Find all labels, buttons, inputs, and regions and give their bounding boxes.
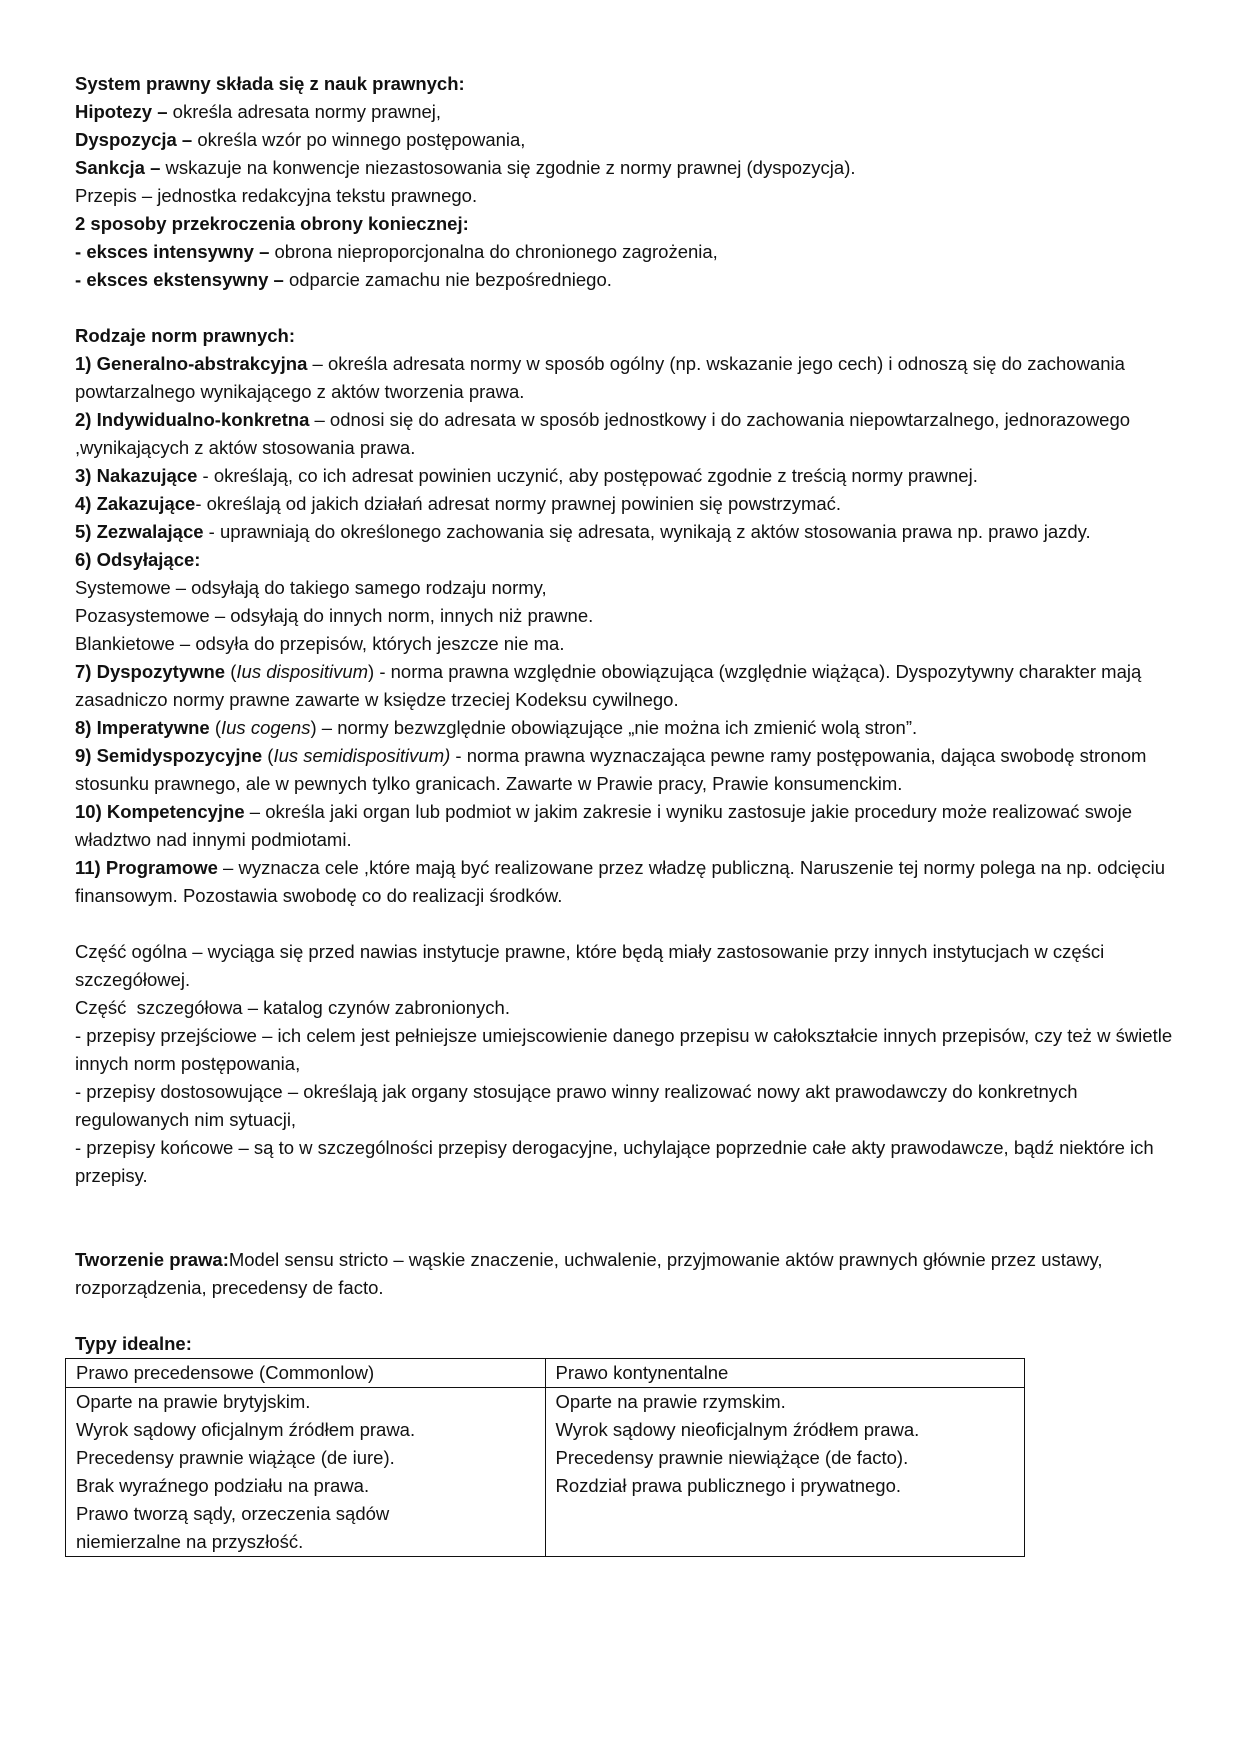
table-row <box>66 1388 1025 1557</box>
cell-line: Oparte na prawie brytyjskim. <box>76 1391 311 1412</box>
typy-idealne-table <box>65 1358 1025 1557</box>
cell-line: Brak wyraźnego podziału na prawa. <box>76 1475 370 1496</box>
norm-item-3: 3) Nakazujące - określają, co ich adresat powinien uczynić, aby postępować zgodnie z treścią normy prawnej. <box>75 465 978 486</box>
hipotezy-line: Hipotezy – określa adresata normy prawnej, <box>75 101 442 122</box>
norm-item-7: 7) Dyspozytywne (Ius dispositivum) - norma prawna względnie obowiązująca (względnie wiążąca). Dyspozytywny charakter mają zasadniczo normy prawne zawarte w księdze trzeciej Kodeksu cywilnego. <box>75 661 1142 710</box>
cell-line: Precedensy prawnie niewiążące (de facto). <box>555 1447 909 1468</box>
dyspozycja-line: Dyspozycja – określa wzór po winnego postępowania, <box>75 129 526 150</box>
document-page <box>75 70 1175 1557</box>
norm-item-6: 6) Odsyłające: <box>75 549 201 570</box>
sankcja-line: Sankcja – wskazuje na konwencje niezastosowania się zgodnie z normy prawnej (dyspozycja). <box>75 157 856 178</box>
przepis-line: Przepis – jednostka redakcyjna tekstu prawnego. <box>75 185 478 206</box>
norm-item-1: 1) Generalno-abstrakcyjna – określa adresata normy w sposób ogólny (np. wskazanie jego cech) i odnoszą się do zachowania powtarzalnego wynikającego z aktów tworzenia prawa. <box>75 353 1125 402</box>
norm-item-4: 4) Zakazujące- określają od jakich działań adresat normy prawnej powinien się powstrzymać. <box>75 493 842 514</box>
typy-heading: Typy idealne: <box>75 1333 192 1354</box>
spacer <box>75 1190 1175 1246</box>
norm-item-2: 2) Indywidualno-konkretna – odnosi się do adresata w sposób jednostkowy i do zachowania niepowtarzalnego, jednorazowego ,wynikających z aktów stosowania prawa. <box>75 409 1131 458</box>
cell-line: Wyrok sądowy nieoficjalnym źródłem prawa. <box>555 1419 920 1440</box>
odsylajace-systemowe: Systemowe – odsyłają do takiego samego rodzaju normy, <box>75 577 547 598</box>
header-cell-kontynentalne: Prawo kontynentalne <box>545 1359 1025 1388</box>
cell-line: Oparte na prawie rzymskim. <box>555 1391 786 1412</box>
czesc-szczegolowa: Część szczegółowa – katalog czynów zabronionych. <box>75 997 510 1018</box>
cell-line: Rozdział prawa publicznego i prywatnego. <box>555 1475 902 1496</box>
cell-line: niemierzalne na przyszłość. <box>76 1531 304 1552</box>
spacer <box>75 910 1175 938</box>
przepisy-przejsciowe: - przepisy przejściowe – ich celem jest pełniejsze umiejscowienie danego przepisu w całokształcie innych przepisów, czy też w świetle innych norm postępowania, <box>75 1025 1173 1074</box>
spacer <box>75 1302 1175 1330</box>
eksces-ekstensywny-line: - eksces ekstensywny – odparcie zamachu nie bezpośredniego. <box>75 269 612 290</box>
table-header-row <box>66 1359 1025 1388</box>
tworzenie-prawa: Tworzenie prawa:Model sensu stricto – wąskie znaczenie, uchwalenie, przyjmowanie aktów prawnych głównie przez ustawy, rozporządzenia, precedensy de facto. <box>75 1249 1103 1298</box>
cell-line: Wyrok sądowy oficjalnym źródłem prawa. <box>76 1419 416 1440</box>
przepisy-koncowe: - przepisy końcowe – są to w szczególności przepisy derogacyjne, uchylające poprzednie całe akty prawodawcze, bądź niektóre ich przepisy. <box>75 1137 1154 1186</box>
odsylajace-blankietowe: Blankietowe – odsyła do przepisów, których jeszcze nie ma. <box>75 633 565 654</box>
cell-kontynentalne <box>545 1388 1025 1557</box>
czesc-ogolna: Część ogólna – wyciąga się przed nawias instytucje prawne, które będą miały zastosowanie przy innych instytucjach w części szczegółowej. <box>75 941 1105 990</box>
system-heading: System prawny składa się z nauk prawnych: <box>75 73 465 94</box>
header-cell-commonlaw: Prawo precedensowe (Commonlow) <box>66 1359 546 1388</box>
obrona-heading: 2 sposoby przekroczenia obrony koniecznej: <box>75 213 469 234</box>
norm-item-10: 10) Kompetencyjne – określa jaki organ lub podmiot w jakim zakresie i wyniku zastosuje jakie procedury może realizować swoje władztwo nad innymi podmiotami. <box>75 801 1132 850</box>
spacer <box>75 294 1175 322</box>
norm-item-8: 8) Imperatywne (Ius cogens) – normy bezwzględnie obowiązujące „nie można ich zmienić wolą stron”. <box>75 717 918 738</box>
cell-commonlaw <box>66 1388 546 1557</box>
norm-item-11: 11) Programowe – wyznacza cele ,które mają być realizowane przez władzę publiczną. Naruszenie tej normy polega na np. odcięciu finansowym. Pozostawia swobodę co do realizacji środków. <box>75 857 1165 906</box>
cell-line: Prawo tworzą sądy, orzeczenia sądów <box>76 1503 390 1524</box>
eksces-intensywny-line: - eksces intensywny – obrona nieproporcjonalna do chronionego zagrożenia, <box>75 241 718 262</box>
rodzaje-heading: Rodzaje norm prawnych: <box>75 325 295 346</box>
norm-item-9: 9) Semidyspozycyjne (Ius semidispositivum) - norma prawna wyznaczająca pewne ramy postępowania, dająca swobodę stronom stosunku prawnego, ale w pewnych tylko granicach. Zawarte w Prawie pracy, Prawie konsumenckim. <box>75 745 1147 794</box>
odsylajace-pozasystemowe: Pozasystemowe – odsyłają do innych norm, innych niż prawne. <box>75 605 594 626</box>
norm-item-5: 5) Zezwalające - uprawniają do określonego zachowania się adresata, wynikają z aktów stosowania prawa np. prawo jazdy. <box>75 521 1091 542</box>
przepisy-dostosowujace: - przepisy dostosowujące – określają jak organy stosujące prawo winny realizować nowy akt prawodawczy do konkretnych regulowanych nim sytuacji, <box>75 1081 1078 1130</box>
cell-line: Precedensy prawnie wiążące (de iure). <box>76 1447 395 1468</box>
